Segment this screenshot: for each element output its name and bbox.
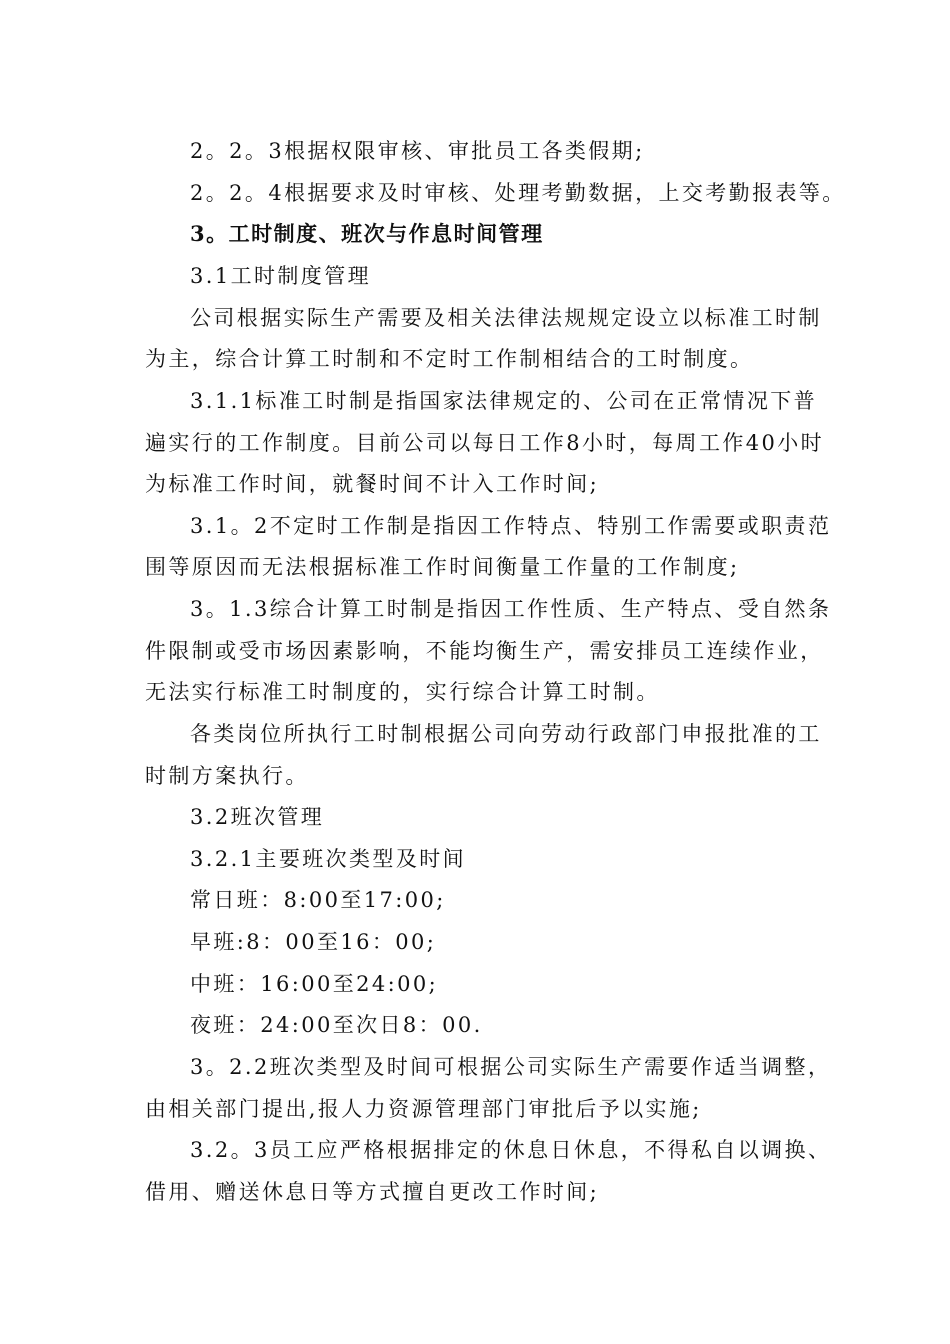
paragraph-line-3-1-2: 3.1。2不定时工作制是指因工作特点、特别工作需要或职责范	[190, 514, 832, 538]
paragraph-line: 借用、赠送休息日等方式擅自更改工作时间;	[145, 1180, 600, 1204]
subsection-heading-3-2: 3.2班次管理	[190, 805, 325, 829]
paragraph-line-2-2-4: 2。2。4根据要求及时审核、处理考勤数据，上交考勤报表等。	[190, 181, 846, 205]
paragraph-line: 无法实行标准工时制度的，实行综合计算工时制。	[145, 680, 660, 704]
paragraph-line: 为标准工作时间，就餐时间不计入工作时间;	[145, 472, 600, 496]
paragraph-line: 件限制或受市场因素影响，不能均衡生产，需安排员工连续作业，	[145, 639, 824, 663]
paragraph-line-3-2-2: 3。2.2班次类型及时间可根据公司实际生产需要作适当调整，	[190, 1055, 832, 1079]
paragraph-line: 各类岗位所执行工时制根据公司向劳动行政部门申报批准的工	[190, 722, 822, 746]
paragraph-line: 遍实行的工作制度。目前公司以每日工作8小时，每周工作40小时	[145, 431, 825, 455]
paragraph-line-3-2-1: 3.2.1主要班次类型及时间	[190, 847, 467, 871]
paragraph-line: 由相关部门提出,报人力资源管理部门审批后予以实施;	[145, 1097, 702, 1121]
shift-night: 夜班：24:00至次日8：00.	[190, 1013, 483, 1037]
paragraph-line: 为主，综合计算工时制和不定时工作制相结合的工时制度。	[145, 347, 754, 371]
paragraph-line: 围等原因而无法根据标准工作时间衡量工作量的工作制度;	[145, 555, 740, 579]
shift-early: 早班:8：00至16：00;	[190, 930, 437, 954]
paragraph-line-2-2-3: 2。2。3根据权限审核、审批员工各类假期;	[190, 139, 645, 163]
paragraph-line-3-1-3: 3。1.3综合计算工时制是指因工作性质、生产特点、受自然条	[190, 597, 832, 621]
subsection-heading-3-1: 3.1工时制度管理	[190, 264, 371, 288]
shift-day: 常日班：8:00至17:00;	[190, 888, 446, 912]
shift-middle: 中班：16:00至24:00;	[190, 972, 439, 996]
paragraph-line-3-1-1: 3.1.1标准工时制是指国家法律规定的、公司在正常情况下普	[190, 389, 818, 413]
paragraph-line-3-2-3: 3.2。3员工应严格根据排定的休息日休息，不得私自以调换、	[190, 1138, 832, 1162]
paragraph-line: 公司根据实际生产需要及相关法律法规规定设立以标准工时制	[190, 306, 822, 330]
section-heading-3: 3。工时制度、班次与作息时间管理	[190, 221, 544, 246]
paragraph-line: 时制方案执行。	[145, 764, 309, 788]
